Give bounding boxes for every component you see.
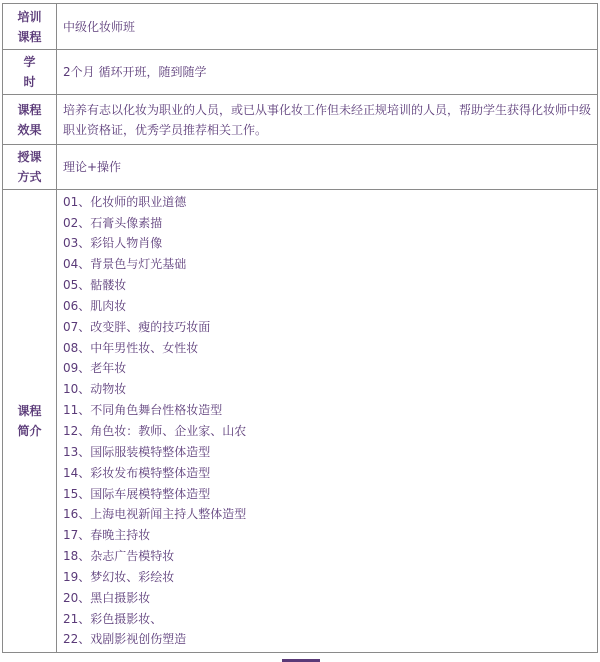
label-method-line1: 授课 [17, 150, 42, 164]
row-intro [3, 190, 598, 653]
label-method-line2: 方式 [17, 170, 42, 184]
topic-item: 04、背景色与灯光基础 [63, 257, 187, 272]
value-effect: 培养有志以化妆为职业的人员，或已从事化妆工作但未经正规培训的人员，帮助学生获得化妆师中级职业资格证，优秀学员推荐相关工作。 [57, 95, 598, 145]
label-effect-line1: 课程 [17, 102, 42, 117]
label-duration-line1: 学 [23, 55, 36, 69]
topic-item: 01、化妆师的职业道德 [63, 194, 187, 209]
label-intro [3, 190, 57, 653]
row-course [3, 4, 598, 50]
topic-item: 19、梦幻妆、彩绘妆 [63, 569, 175, 584]
label-intro-line2: 简介 [17, 424, 42, 438]
topic-item: 20、黑白摄影妆 [63, 590, 151, 605]
topic-item: 06、肌肉妆 [63, 298, 127, 313]
topic-item: 14、彩妆发布模特整体造型 [63, 465, 211, 480]
topic-item: 07、改变胖、瘦的技巧妆面 [63, 319, 211, 334]
topic-item: 05、骷髅妆 [63, 278, 127, 293]
topic-item: 15、国际车展模特整体造型 [63, 486, 211, 501]
label-intro-line1: 课程 [17, 404, 42, 418]
label-duration [3, 50, 57, 95]
label-method [3, 145, 57, 190]
topic-item: 09、老年妆 [63, 361, 127, 376]
course-info-table [2, 3, 598, 653]
topic-list [63, 192, 591, 651]
label-effect-line2: 效果 [17, 122, 42, 137]
topic-item: 18、杂志广告模特妆 [63, 549, 175, 564]
topic-item: 17、春晚主持妆 [63, 528, 151, 543]
value-duration: 2个月 循环开班，随到随学 [57, 50, 598, 95]
topic-item: 11、不同角色舞台性格妆造型 [63, 403, 223, 418]
topic-item: 12、角色妆：教师、企业家、山农 [63, 424, 247, 438]
label-course-line2: 课程 [17, 29, 42, 44]
label-course [3, 4, 57, 50]
label-duration-line2: 时 [23, 75, 36, 89]
topic-item: 21、彩色摄影妆、 [63, 611, 163, 626]
label-effect [3, 95, 57, 145]
value-intro [57, 190, 598, 653]
topic-item: 13、国际服装模特整体造型 [63, 444, 211, 459]
row-method [3, 145, 598, 190]
topic-item: 08、中年男性妆、女性妆 [63, 340, 199, 355]
value-course: 中级化妆师班 [57, 4, 598, 50]
row-effect [3, 95, 598, 145]
topic-item: 22、戏剧影视创伤塑造 [63, 632, 187, 647]
topic-item: 03、彩铅人物肖像 [63, 236, 163, 251]
topic-item: 16、上海电视新闻主持人整体造型 [63, 507, 247, 522]
value-method: 理论+操作 [57, 145, 598, 190]
row-duration [3, 50, 598, 95]
label-course-line1: 培训 [17, 9, 42, 24]
topic-item: 10、动物妆 [63, 382, 127, 397]
topic-item: 02、石膏头像素描 [63, 215, 163, 230]
